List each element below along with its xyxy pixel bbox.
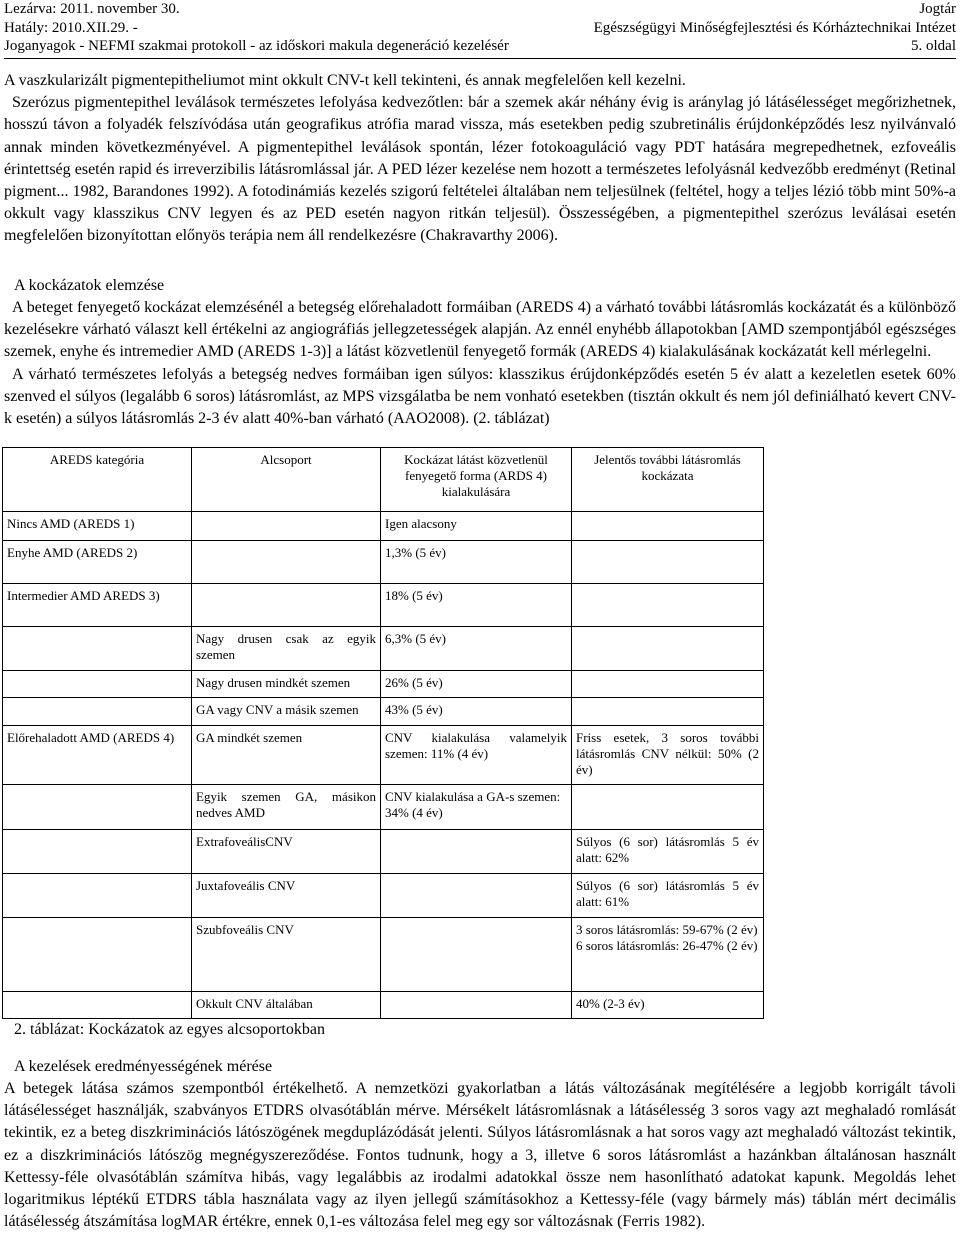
table-cell — [192, 512, 381, 541]
header-left — [4, 0, 509, 56]
table-cell: GA vagy CNV a másik szemen — [192, 698, 381, 726]
table-row — [3, 874, 764, 918]
table-cell: CNV kialakulása a GA-s szemen: 34% (4 év) — [381, 785, 572, 830]
table-cell — [3, 698, 192, 726]
table-cell: 26% (5 év) — [381, 671, 572, 698]
risk-table — [2, 447, 764, 1019]
table-cell: Egyik szemen GA, másikon nedves AMD — [192, 785, 381, 830]
paragraph: A betegek látása számos szempontból értékelhető. A nemzetközi gyakorlatban a látás változásának megítélésére a legjobb korrigált távoli látásélességet használják, szabványos ETDRS olvasótáblán mérve. Mérsékelt látásromlásnak a látásélesség 3 soros vagy azt meghaladó romlását tekintik, ez a beteg diszkriminációs látószögének megduplázódását jelenti. Súlyos látásromlásnak a hat soros vagy azt meghaladó változást tekintik, ez a diszkriminációs látószög megnégyszereződése. Fontos tudnunk, hogy a 3, illetve 6 soros látásromlást a hazánkban általánosan használt Kettessy-féle olvasótáblán számítva hibás, vagy legalábbis az irodalmi adatokkal össze nem hasonlítható adatokat kapunk. Megoldás lehet logaritmikus léptékű ETDRS tábla használata vagy az ilyen jellegű számításokhoz a Kettessy-féle (vagy bármely más) táblán mért decimális látásélesség átszámítása logMAR értékre, ennek 0,1-es változása felel meg egy sor változásnak (Ferris 1982). — [4, 1080, 956, 1231]
table-header-cell: Alcsoport — [192, 448, 381, 512]
table-row — [3, 627, 764, 671]
table-cell: Nagy drusen csak az egyik szemen — [192, 627, 381, 671]
table-cell: Szubfoveális CNV — [192, 918, 381, 992]
table-cell — [381, 992, 572, 1019]
table-row — [3, 584, 764, 627]
table-cell: CNV kialakulása valamelyik szemen: 11% (4 év) — [381, 726, 572, 785]
table-cell: Igen alacsony — [381, 512, 572, 541]
table-cell: Juxtafoveális CNV — [192, 874, 381, 918]
table-cell: Nincs AMD (AREDS 1) — [3, 512, 192, 541]
table-row — [3, 918, 764, 992]
table-header-cell: Kockázat látást közvetlenül fenyegető forma (ARDS 4) kialakulására — [381, 448, 572, 512]
table-row — [3, 698, 764, 726]
table-cell: Enyhe AMD (AREDS 2) — [3, 541, 192, 584]
header-page-number: 5. oldal — [911, 38, 956, 54]
table-row — [3, 541, 764, 584]
table-cell — [572, 584, 764, 627]
paragraph: Szerózus pigmentepithel leválások természetes lefolyása kedvezőtlen: bár a szemek akár néhány évig is aránylag jó látásélességet megőrizhetnek, hosszú távon a folyadék felszívódása után geografikus atrófia marad vissza, más esetekben pedig szubretinális érújdonképződés lesz nyilvánvaló annak minden következményével. A pigmentepithel leválások spontán, lézer fotokoaguláció vagy PDT hatására megrepedhetnek, ezfoveális érintettség esetén rapid és irreverzibilis látásromlással jár. A PED lézer kezelése nem hozott a természetes lefolyásnál kedvezőbb eredményt (Retinal pigment... 1982, Barandones 1992). A fotodinámiás kezelés szigorú feltételei általában nem teljesülnek (feltétel, hogy a teljes lézió több mint 50%-a okkult vagy klasszikus CNV legyen és az PED esetén nagyon ritkán teljesül). Összességében, a pigmentepithel szerózus leválásai esetén megfelelően bizonyítottan előnyös terápia nem áll rendelkezésre (Chakravarthy 2006). — [4, 94, 956, 245]
table-cell — [572, 541, 764, 584]
section-heading: A kockázatok elemzése — [14, 277, 165, 294]
header-closed-date: Lezárva: 2011. november 30. — [4, 1, 180, 17]
table-cell — [572, 671, 764, 698]
table-cell — [3, 830, 192, 874]
table-cell: Okkult CNV általában — [192, 992, 381, 1019]
table-cell — [381, 918, 572, 992]
table-cell: GA mindkét szemen — [192, 726, 381, 785]
header-document-title: Joganyagok - NEFMI szakmai protokoll - az időskori makula degeneráció kezelésér — [4, 38, 509, 54]
table-cell — [3, 671, 192, 698]
page-header — [4, 0, 956, 59]
table-cell: 40% (2-3 év) — [572, 992, 764, 1019]
table-header-cell: Jelentős további látásromlás kockázata — [572, 448, 764, 512]
section-measuring-results — [4, 1056, 956, 1233]
table-cell: Friss esetek, 3 soros további látásromlás CNV nélkül: 50% (2 év) — [572, 726, 764, 785]
header-institute: Egészségügyi Minőségfejlesztési és Kórháztechnikai Intézet — [593, 19, 956, 36]
table-row — [3, 992, 764, 1019]
table-cell — [3, 627, 192, 671]
table-cell: 1,3% (5 év) — [381, 541, 572, 584]
table-cell: 43% (5 év) — [381, 698, 572, 726]
table-cell: Előrehaladott AMD (AREDS 4) — [3, 726, 192, 785]
table-cell: 6,3% (5 év) — [381, 627, 572, 671]
table-cell: ExtrafoveálisCNV — [192, 830, 381, 874]
paragraph: A vaszkularizált pigmentepitheliumot mint okkult CNV-t kell tekinteni, és annak megfelelően kell kezelni. — [4, 72, 686, 89]
section-pigment-epithelium — [4, 70, 956, 248]
table-cell: Súlyos (6 sor) látásromlás 5 év alatt: 61% — [572, 874, 764, 918]
table-row — [3, 671, 764, 698]
table-cell — [381, 830, 572, 874]
table-cell: Nagy drusen mindkét szemen — [192, 671, 381, 698]
header-right — [594, 0, 956, 56]
table-header-row — [3, 448, 764, 512]
table-cell — [381, 874, 572, 918]
table-caption: 2. táblázat: Kockázatok az egyes alcsoportokban — [14, 1021, 325, 1038]
table-cell — [3, 785, 192, 830]
table-cell: 3 soros látásromlás: 59-67% (2 év) 6 soros látásromlás: 26-47% (2 év) — [572, 918, 764, 992]
paragraph: A beteget fenyegető kockázat elemzésénél a betegség előrehaladott formáiban (AREDS 4) a várható további látásromlás kockázatát és a különböző kezelésekre várható választ kell értékelni az angiográfiás jellegzetességek alapján. Az ennél enyhébb állapotokban [AMD szempontjából egészséges szemek, enyhe és intremedier AMD (AREDS 1-3)] a látást közvetlenül fenyegető formák (AREDS 4) kialakulásának kockázatát kell mérlegelni. — [4, 299, 956, 361]
table-cell — [572, 627, 764, 671]
paragraph: A várható természetes lefolyás a betegség nedves formáiban igen súlyos: klasszikus érújdonképződés esetén 5 év alatt a kezeletlen esetek 60% szenved el súlyos (legalább 6 soros) látásromlást, az MPS vizsgálatba be nem vonható esetekben (tisztán okkult és nem jól definiálható kevert CNV-k esetén) a súlyos látásromlás 2-3 év alatt 40%-ban várható (AAO2008). (2. táblázat) — [4, 365, 956, 428]
table-cell: 18% (5 év) — [381, 584, 572, 627]
section-risk-analysis — [4, 275, 956, 430]
table-row — [3, 512, 764, 541]
table-row — [3, 830, 764, 874]
table-header-cell: AREDS kategória — [3, 448, 192, 512]
table-cell — [192, 584, 381, 627]
table-cell — [3, 992, 192, 1019]
table-cell: Intermedier AMD AREDS 3) — [3, 584, 192, 627]
table-row — [3, 785, 764, 830]
header-source: Jogtár — [919, 1, 956, 17]
table-cell — [572, 512, 764, 541]
table-cell: Súlyos (6 sor) látásromlás 5 év alatt: 62% — [572, 830, 764, 874]
table-cell — [572, 785, 764, 830]
table-cell — [3, 874, 192, 918]
table-cell — [192, 541, 381, 584]
table-cell — [3, 918, 192, 992]
table-cell — [572, 698, 764, 726]
section-heading: A kezelések eredményességének mérése — [14, 1058, 273, 1075]
header-validity: Hatály: 2010.XII.29. - — [4, 19, 138, 36]
table-row — [3, 726, 764, 785]
